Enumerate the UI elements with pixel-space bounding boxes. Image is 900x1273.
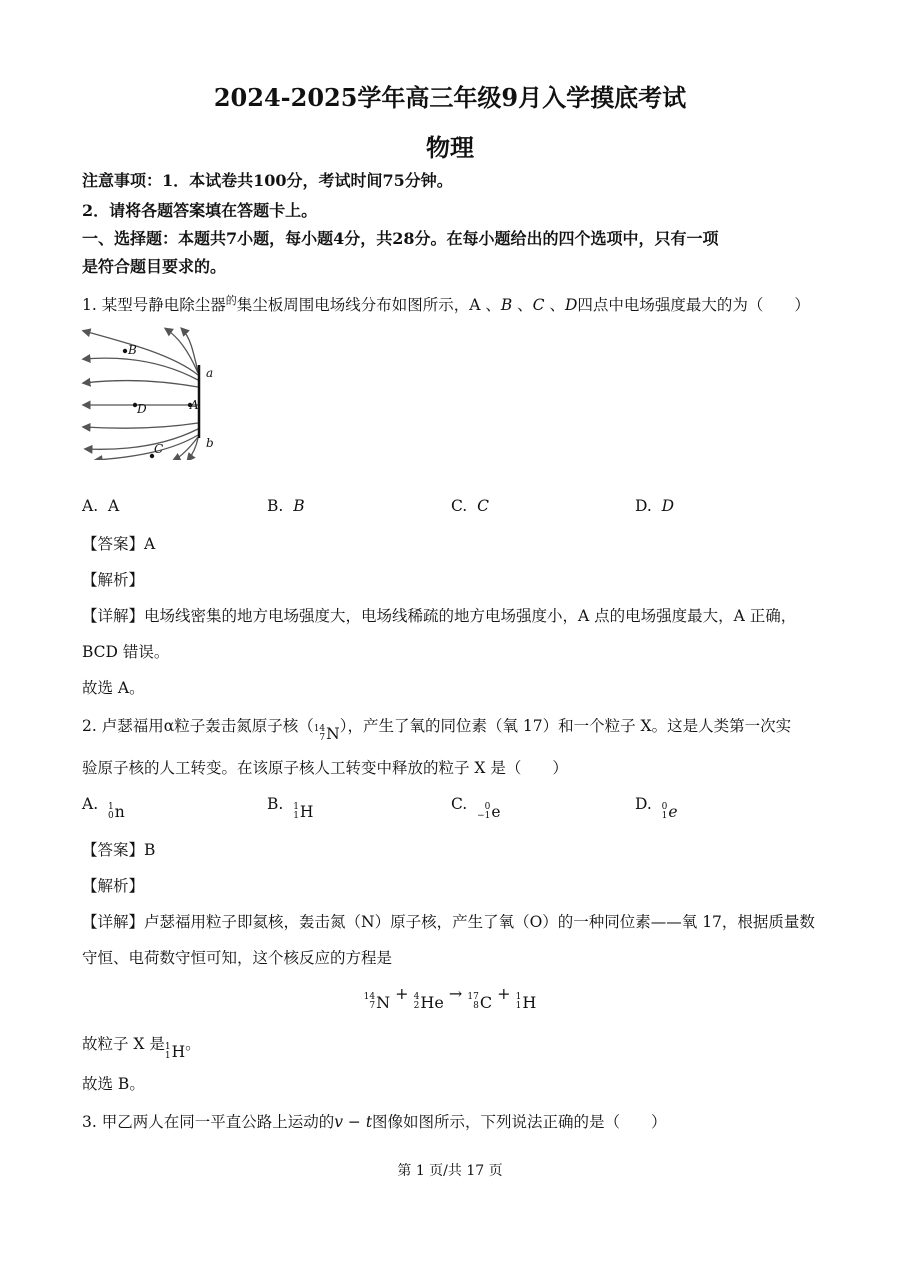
nuclear-equation <box>0 984 900 1012</box>
eq-hydrogen-symbol: H <box>522 992 537 1012</box>
q2-particle-b: 。 <box>185 1035 201 1053</box>
eq-helium-charge: 2 <box>413 1001 420 1011</box>
eq-product-c-charge: 8 <box>473 1001 479 1011</box>
q1-option-a-letter: A. <box>82 497 99 515</box>
nitrogen-nuclide <box>314 725 340 743</box>
q1-stem-D: D <box>564 296 578 315</box>
q1-option-c[interactable] <box>451 497 489 515</box>
eq-plus-1: + <box>390 984 414 1003</box>
subject-title: 物理 <box>426 133 474 162</box>
q2-analysis: 【解析】 <box>82 877 145 895</box>
q2-option-a[interactable] <box>82 795 125 821</box>
eq-helium <box>414 993 444 1012</box>
q2-option-d-symbol: e <box>668 803 678 821</box>
label-B: B <box>128 343 137 357</box>
q3-stem-b: 图像如图所示，下列说法正确的是（ ） <box>372 1113 667 1131</box>
q2-option-d-nuclide <box>662 803 678 821</box>
q2-stem-a3: ），产生了氧的同位素（氧 17）和一个粒子 X。这是人类第一次实 <box>339 717 792 735</box>
eq-hydrogen-charge: 1 <box>515 1001 522 1011</box>
q1-option-b-letter: B. <box>267 497 284 515</box>
q1-option-d-letter: D. <box>635 497 652 515</box>
q2-detail-a: 【详解】卢瑟福用粒子即氦核，轰击氮（N）原子核，产生了氧（O）的一种同位素——氧 17，根据质量数 <box>82 913 815 931</box>
label-b: b <box>206 436 214 450</box>
q2-stem-b: 验原子核的人工转变。在该原子核人工转变中释放的粒子 X 是（ ） <box>82 759 568 777</box>
q2-option-c-nuclide <box>477 803 500 821</box>
nitrogen-mass: 14 <box>313 724 326 734</box>
q2-detail-b: 守恒、电荷数守恒可知，这个核反应的方程是 <box>82 949 393 967</box>
q1-detail-b: BCD 错误。 <box>82 643 170 661</box>
nitrogen-symbol: N <box>326 725 340 743</box>
q2-option-b-mass: 1 <box>293 802 299 812</box>
q1-stem-c: 四点中电场强度最大的为（ ） <box>577 296 810 315</box>
q2-option-b-symbol: H <box>299 803 314 821</box>
q2-particle-a: 故粒子 X 是 <box>82 1035 165 1053</box>
note-2: 2．请将各题答案填在答题卡上。 <box>82 201 318 220</box>
q2-particle <box>82 1032 201 1061</box>
q2-option-c-symbol: e <box>491 803 501 821</box>
q1-option-c-text: C <box>477 497 489 515</box>
q1-option-d-text: D <box>661 497 675 515</box>
q2-option-b-nuclide <box>293 803 313 821</box>
q2-option-a-mass: 1 <box>107 802 114 812</box>
q1-stem <box>82 292 810 315</box>
q3-stem-a: 3. 甲乙两人在同一平直公路上运动的 <box>82 1113 335 1131</box>
section-heading-b: 是符合题目要求的。 <box>82 257 227 276</box>
q2-stem-a1: 2. 卢瑟福用 <box>82 717 164 735</box>
eq-hydrogen <box>516 993 537 1012</box>
q2-option-a-symbol: n <box>114 803 125 821</box>
label-D: D <box>137 402 147 416</box>
label-C: C <box>154 442 164 456</box>
q2-particle-charge: 1 <box>164 1051 171 1061</box>
eq-hydrogen-mass: 1 <box>515 992 522 1002</box>
q2-option-d[interactable] <box>635 795 678 821</box>
exam-title: 2024-2025学年高三年级9月入学摸底考试 <box>213 83 687 112</box>
section-heading-a: 一、选择题：本题共7小题，每小题4分，共28分。在每小题给出的四个选项中，只有一项 <box>82 229 719 248</box>
q1-option-b-text: B <box>293 497 305 515</box>
q1-stem-a: 1. 某型号静电除尘器 <box>82 296 226 315</box>
q2-option-d-letter: D. <box>635 795 652 813</box>
eq-nitrogen <box>364 993 390 1012</box>
q1-stem-b: 集尘板周围电场线分布如图所示，A 、 <box>236 296 501 315</box>
q2-alpha: α <box>163 717 175 735</box>
eq-plus-2: + <box>492 984 516 1003</box>
q2-conclusion: 故选 B。 <box>82 1075 145 1093</box>
q2-particle-mass: 1 <box>164 1042 171 1052</box>
q1-option-a-text: A <box>107 497 120 515</box>
q2-option-c-charge: −1 <box>477 811 491 821</box>
nitrogen-charge: 7 <box>319 733 326 743</box>
electric-field-figure <box>78 325 228 460</box>
q2-particle-symbol: H <box>171 1043 186 1061</box>
q2-option-c-letter: C. <box>451 795 468 813</box>
point-B <box>123 349 127 353</box>
q2-option-a-letter: A. <box>82 795 99 813</box>
q2-option-b-letter: B. <box>267 795 284 813</box>
label-A: A <box>190 398 199 412</box>
q2-stem-a2: 粒子轰击氮原子核（ <box>174 717 314 735</box>
eq-arrow: → <box>443 984 468 1003</box>
q1-stem-B: B <box>500 296 513 315</box>
eq-product-c-symbol: C <box>479 992 493 1012</box>
q2-option-a-nuclide <box>108 803 125 821</box>
q1-detail-a: 【详解】电场线密集的地方电场强度大，电场线稀疏的地方电场强度小，A 点的电场强度最大，A 正确， <box>82 607 797 625</box>
eq-product-c <box>467 993 492 1012</box>
q1-answer: 【答案】A <box>82 535 156 553</box>
page-footer: 第 1 页/共 17 页 <box>397 1163 503 1179</box>
q2-option-b[interactable] <box>267 795 313 821</box>
q2-option-a-charge: 0 <box>107 811 114 821</box>
q2-option-c-mass: 0 <box>484 802 491 812</box>
eq-helium-mass: 4 <box>413 992 420 1002</box>
q1-stem-sep1: 、 <box>512 296 533 315</box>
eq-nitrogen-symbol: N <box>376 992 391 1012</box>
q1-stem-C: C <box>532 296 545 315</box>
q2-particle-nuclide <box>165 1043 185 1061</box>
q1-stem-sep2: 、 <box>544 296 565 315</box>
q2-option-c[interactable] <box>451 795 501 821</box>
q1-option-c-letter: C. <box>451 497 468 515</box>
q1-option-a[interactable] <box>82 497 119 515</box>
eq-nitrogen-mass: 14 <box>363 992 376 1002</box>
q1-conclusion: 故选 A。 <box>82 679 145 697</box>
q2-option-d-charge: 1 <box>661 811 668 821</box>
q2-option-b-charge: 1 <box>293 811 299 821</box>
q2-stem-a <box>82 714 791 743</box>
eq-product-c-mass: 17 <box>467 992 479 1002</box>
q1-stem-de: 的 <box>225 294 237 307</box>
eq-helium-symbol: He <box>420 992 444 1012</box>
note-1: 注意事项：1．本试卷共100分，考试时间75分钟。 <box>82 171 453 190</box>
q1-option-b[interactable] <box>267 497 305 515</box>
eq-nitrogen-charge: 7 <box>369 1001 376 1011</box>
q1-option-d[interactable] <box>635 497 674 515</box>
label-a: a <box>206 366 214 380</box>
q3-stem <box>82 1110 667 1132</box>
q2-option-d-mass: 0 <box>661 802 668 812</box>
q1-analysis: 【解析】 <box>82 571 145 589</box>
q2-answer: 【答案】B <box>82 841 156 859</box>
q3-vt: v − t <box>334 1113 373 1131</box>
